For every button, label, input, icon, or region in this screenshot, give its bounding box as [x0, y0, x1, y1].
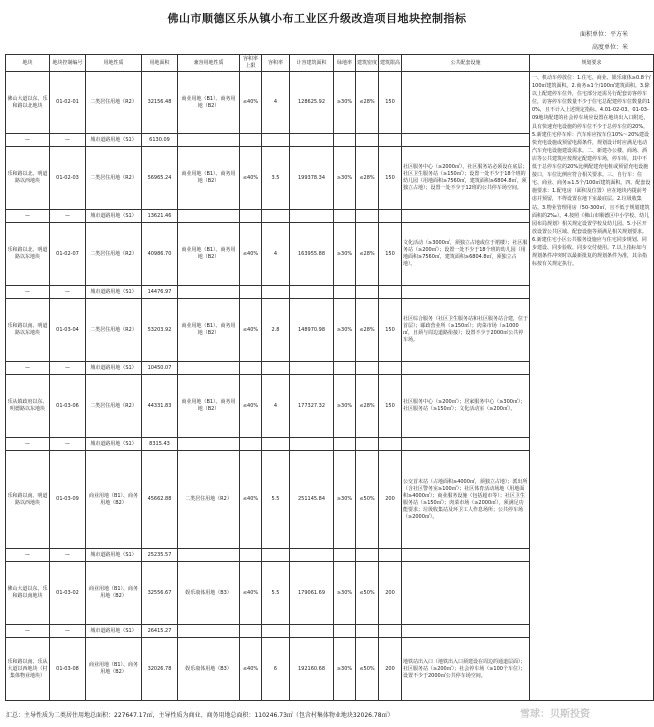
table-cell: 01-03-04 — [50, 299, 86, 362]
table-cell — [402, 362, 530, 375]
header-cell: 建筑密度 — [356, 55, 379, 72]
table-cell: 地铁站出入口（地铁出入口须建设在周边的通道层面）；社区服务站（≥200㎡）；社会停车场（≥100个车位）；设置不少于2000㎡公共停车场空间。 — [402, 638, 530, 701]
table-cell: 二类居住用地（R2） — [86, 223, 142, 286]
table-cell: 4 — [262, 72, 290, 134]
table-cell: — — [6, 210, 50, 223]
table-cell: 150 — [379, 375, 402, 438]
table-cell — [402, 134, 530, 147]
table-cell: 城市道路用地（S1） — [86, 625, 142, 638]
table-cell — [402, 72, 530, 134]
table-cell: 商业用地（B1）、商务用地（B2） — [178, 223, 240, 286]
area-unit-note: 面积单位：平方米 — [579, 31, 628, 38]
table-cell: ≤40% — [240, 562, 262, 625]
table-cell: 177327.32 — [290, 375, 334, 438]
table-cell — [379, 210, 402, 223]
table-cell: 乐从镇政府以东、明德路以东地块 — [6, 375, 50, 438]
table-cell — [290, 438, 334, 451]
table-cell: 城市道路用地（S1） — [86, 286, 142, 299]
table-cell: 8315.43 — [142, 438, 178, 451]
table-cell — [178, 134, 240, 147]
table-cell: — — [50, 134, 86, 147]
table-cell: 社区综合服务（社区卫生服务站和社区服务站合建，位于首层）；邮政营业所（≥150㎡）；肉菜市场（≥1000㎡，且须与周边道路衔接）；设置不少于2000㎡公共停车场。 — [402, 299, 530, 362]
table-cell — [290, 362, 334, 375]
table-cell: 251145.84 — [290, 451, 334, 549]
table-cell — [334, 362, 356, 375]
table-cell: ≥30% — [334, 147, 356, 210]
table-cell: 二类居住用地（R2） — [86, 72, 142, 134]
table-cell — [379, 134, 402, 147]
table-cell: 44331.83 — [142, 375, 178, 438]
table-cell: 148970.98 — [290, 299, 334, 362]
table-cell: ≤40% — [240, 72, 262, 134]
table-cell: 乐和路以北、明道路以东地块 — [6, 223, 50, 286]
table-cell: 娱乐康体用地（B3） — [178, 638, 240, 701]
table-cell: 01-02-07 — [50, 223, 86, 286]
table-cell: 5.5 — [262, 451, 290, 549]
table-cell: ≥30% — [334, 375, 356, 438]
table-cell: 乐和路以南、明道路以东地块 — [6, 299, 50, 362]
table-cell: ≤28% — [356, 299, 379, 362]
header-cell: 地块控制编号 — [50, 55, 86, 72]
table-cell — [402, 562, 530, 625]
table-cell: ≥30% — [334, 223, 356, 286]
table-cell: 199378.34 — [290, 147, 334, 210]
table-cell — [356, 362, 379, 375]
table-cell: 01-03-06 — [50, 375, 86, 438]
table-cell: 200 — [379, 638, 402, 701]
table-cell: 179061.69 — [290, 562, 334, 625]
table-cell: 6130.09 — [142, 134, 178, 147]
table-cell — [178, 549, 240, 562]
header-cell: 规划要求 — [530, 55, 654, 72]
table-cell: 3.5 — [262, 147, 290, 210]
table-cell — [334, 438, 356, 451]
table-cell: ≤28% — [356, 223, 379, 286]
table-cell — [262, 438, 290, 451]
table-cell — [379, 625, 402, 638]
table-cell: 商业用地（B1）、商务用地（B2） — [178, 375, 240, 438]
table-cell: 娱乐康体用地（B3） — [178, 562, 240, 625]
table-cell: — — [6, 549, 50, 562]
table-cell — [290, 134, 334, 147]
table-cell: 4 — [262, 223, 290, 286]
table-cell — [356, 549, 379, 562]
table-cell: 城市道路用地（S1） — [86, 210, 142, 223]
table-cell: 社区服务中心（≥2000㎡），社区服务站必须设在底层；社区卫生服务站（≥150㎡）；设置一处不少于18个班的幼儿园（用地面积≥7560㎡，建筑面积≥6804.8㎡，须独立占地）；设置一处不少于12班的公共停车场空间。 — [402, 147, 530, 210]
table-cell — [240, 286, 262, 299]
table-cell: ≤50% — [356, 638, 379, 701]
table-cell — [240, 362, 262, 375]
table-cell: 40986.70 — [142, 223, 178, 286]
table-cell: 二类居住用地（R2） — [86, 147, 142, 210]
table-cell — [240, 625, 262, 638]
table-cell — [379, 362, 402, 375]
table-cell: ≤40% — [240, 375, 262, 438]
table-cell: 二类居住用地（R2） — [86, 299, 142, 362]
table-cell: 乐和路以南、明道路以西地块 — [6, 451, 50, 549]
table-cell — [290, 210, 334, 223]
table-cell: 01-02-03 — [50, 147, 86, 210]
table-cell: 4 — [262, 375, 290, 438]
table-cell — [262, 625, 290, 638]
header-cell: 公共配套设施 — [402, 55, 530, 72]
table-cell — [240, 549, 262, 562]
table-cell: 城市道路用地（S1） — [86, 134, 142, 147]
table-cell: 200 — [379, 451, 402, 549]
table-cell — [402, 438, 530, 451]
table-cell: — — [50, 625, 86, 638]
table-cell: 163955.88 — [290, 223, 334, 286]
table-cell: 佛山大道以东、乐和路以北地块 — [6, 72, 50, 134]
table-cell: 26415.27 — [142, 625, 178, 638]
table-cell: ≤28% — [356, 375, 379, 438]
table-cell — [379, 286, 402, 299]
table-cell: ≤50% — [356, 562, 379, 625]
table-cell — [379, 438, 402, 451]
table-cell — [402, 286, 530, 299]
table-row — [6, 72, 654, 134]
table-cell: 商业用地（B1）、商务用地（B2） — [86, 562, 142, 625]
table-cell: ≤28% — [356, 147, 379, 210]
table-cell: 10450.07 — [142, 362, 178, 375]
table-cell: 商业用地（B1）、商务用地（B2） — [86, 638, 142, 701]
table-cell — [290, 286, 334, 299]
table-cell: ≤40% — [240, 147, 262, 210]
table-cell — [334, 286, 356, 299]
table-cell: — — [6, 134, 50, 147]
table-cell — [178, 362, 240, 375]
table-cell: ≤40% — [240, 638, 262, 701]
table-cell — [402, 210, 530, 223]
table-cell — [356, 625, 379, 638]
table-cell: 2.8 — [262, 299, 290, 362]
table-cell: 13621.46 — [142, 210, 178, 223]
header-cell: 绿地率 — [334, 55, 356, 72]
table-cell: 14476.97 — [142, 286, 178, 299]
table-cell — [240, 438, 262, 451]
table-cell: — — [50, 286, 86, 299]
table-cell: 佛山大道以东、乐和路以南地块 — [6, 562, 50, 625]
table-cell: ≥30% — [334, 562, 356, 625]
table-cell: — — [6, 362, 50, 375]
table-body — [6, 72, 654, 701]
header-cell: 计容建筑面积 — [290, 55, 334, 72]
table-cell: — — [50, 549, 86, 562]
table-cell — [262, 362, 290, 375]
planning-requirements-cell: 一、机动车停放位：1.住宅、商业、娱乐康体≥0.8个/100㎡建筑面积。2.商务≥1个/100㎡建筑面积。3.除以上配建停车位外，住宅部分还需另行配套访客停车位，访客停车位数量不少于住宅总配建停车位数量的10%，且不计入上述规定指标。4.01-02-03、01-03-09地块配建的社会停车场应设置在地块出入口附近，具有快速充电设施的停车位不少于总停车位的20%。5.新建住宅停车库：汽车库应按车位10%～20%建设快充电设施或预留电源条件，规划设计时应满足电动汽车充电设施建设需求。二、新建办公楼、商场、酒店等公共建筑应按规定配建停车场，停车库，其中不低于总停车位的20%比例配建充电桩或预留充电设施接口，车位比例应符合相关要求。三、自行车：住宅、商业、商务≥1.5个/100㎡建筑面积。四、配套设施要求：1.配电房（面积及位置）应在地块内提前考虑并预留，不得设置在地下室最底层。2.垃圾收集站。3.物业管理用房（50-300㎡，且不低于规划建筑面积的2‰）。4.按照《佛山市顺德区中小学校、幼儿园布局规划》相关规定设置学校及幼儿园。5.小区开放设置公共区域、配套设施等须满足相关规划要求。6.新建住宅小区公共服务设施应与住宅同步规划、同步建设、同步验收、同步交付使用。7.以上指标如与规划条件冲突时以最新批复的规划条件为准，其余指标按有关规定执行。 — [530, 72, 654, 701]
table-cell: 城市道路用地（S1） — [86, 549, 142, 562]
table-cell: 二类居住用地（R2） — [86, 375, 142, 438]
table-cell: 150 — [379, 223, 402, 286]
table-cell: 128625.92 — [290, 72, 334, 134]
table-cell: ≤50% — [356, 451, 379, 549]
table-cell: 25235.57 — [142, 549, 178, 562]
table-cell: ≥30% — [334, 638, 356, 701]
table-cell: 城市道路用地（S1） — [86, 438, 142, 451]
table-cell: ≤28% — [356, 72, 379, 134]
table-cell — [356, 134, 379, 147]
table-cell — [334, 210, 356, 223]
table-cell — [178, 210, 240, 223]
table-cell: 150 — [379, 72, 402, 134]
table-cell: 192160.68 — [290, 638, 334, 701]
table-cell: 乐和路以北、明道路以西地块 — [6, 147, 50, 210]
header-cell: 用地面积 — [142, 55, 178, 72]
table-cell: 01-03-09 — [50, 451, 86, 549]
table-cell: 公交首末站（占地面积≥4000㎡，须独立占地）；派出所（含社区警务室≥100㎡）；社区体育活动场地（用地面积≥4000㎡）；商业服务设施（包括超市等）；社区卫生服务站（≥150㎡）；肉菜市场（≥2000㎡），须满足功能要求；垃圾收集站及环卫工人作息场所；公共停车场（≥2000㎡）。 — [402, 451, 530, 549]
header-cell: 用地性质 — [86, 55, 142, 72]
table-cell: 32156.48 — [142, 72, 178, 134]
watermark: 雪球：贝斯投资 — [520, 709, 590, 720]
table-cell: 45662.88 — [142, 451, 178, 549]
table-cell — [262, 134, 290, 147]
table-cell: 32556.67 — [142, 562, 178, 625]
control-index-table — [5, 54, 654, 701]
table-cell — [290, 549, 334, 562]
table-cell: 文化活动（≥3000㎡，须独立占地或位于裙楼）；社区服务站（≥200㎡）；设置一处不少于18个班的幼儿园（用地面积≥7560㎡，建筑面积≥6804.8㎡，须独立占地）。 — [402, 223, 530, 286]
table-cell: 商业用地（B1）、商务用地（B2） — [178, 72, 240, 134]
table-cell: — — [6, 286, 50, 299]
header-cell: 建筑限高 — [379, 55, 402, 72]
table-cell: 二类居住用地（R2） — [178, 451, 240, 549]
table-cell — [178, 438, 240, 451]
table-cell: ≤40% — [240, 299, 262, 362]
table-cell: 6 — [262, 638, 290, 701]
table-cell: 150 — [379, 299, 402, 362]
table-cell: 城市道路用地（S1） — [86, 362, 142, 375]
table-cell: 社区服务中心（≥200㎡）；居家服务中心（≥300㎡）；社区服务站（≥150㎡）；文化活动室（≥200㎡）。 — [402, 375, 530, 438]
table-cell — [240, 134, 262, 147]
header-cell: 容积率 — [262, 55, 290, 72]
table-cell: — — [6, 438, 50, 451]
table-cell — [178, 286, 240, 299]
table-cell — [262, 549, 290, 562]
header-cell: 容积率上限 — [240, 55, 262, 72]
table-cell — [334, 625, 356, 638]
summary-footer: 汇总：主导性质为二类居住用地总面积：227647.17㎡，主导性质为商业、商务用地总面积：110246.73㎡（包含村集体物业地块32026.78㎡） — [6, 712, 394, 719]
table-cell — [290, 625, 334, 638]
table-cell: 56965.24 — [142, 147, 178, 210]
table-cell: 5.5 — [262, 562, 290, 625]
table-cell — [402, 549, 530, 562]
table-cell — [379, 549, 402, 562]
table-cell: — — [50, 362, 86, 375]
table-cell — [356, 286, 379, 299]
table-cell: ≤40% — [240, 451, 262, 549]
table-cell: 商业用地（B1）、商务用地（B2） — [178, 299, 240, 362]
table-cell: — — [50, 438, 86, 451]
table-cell: ≥30% — [334, 299, 356, 362]
table-cell: 53203.92 — [142, 299, 178, 362]
table-cell — [356, 210, 379, 223]
table-cell — [178, 625, 240, 638]
table-cell: 200 — [379, 562, 402, 625]
table-cell: 150 — [379, 147, 402, 210]
height-unit-note: 高度单位：米 — [591, 44, 628, 51]
table-cell: — — [50, 210, 86, 223]
table-cell: 商业用地（B1）、商务用地（B2） — [178, 147, 240, 210]
table-cell: 32026.78 — [142, 638, 178, 701]
table-cell — [262, 286, 290, 299]
table-cell: 01-03-02 — [50, 562, 86, 625]
table-header-row — [6, 55, 654, 72]
table-cell — [262, 210, 290, 223]
document-title: 佛山市顺德区乐从镇小布工业区升级改造项目地块控制指标 — [167, 12, 467, 25]
table-cell: ≥30% — [334, 72, 356, 134]
table-cell: ≤40% — [240, 223, 262, 286]
table-cell — [334, 549, 356, 562]
table-cell: 01-02-01 — [50, 72, 86, 134]
table-cell: — — [6, 625, 50, 638]
table-cell: ≥30% — [334, 451, 356, 549]
table-cell: 商业用地（B1）、商务用地（B2） — [86, 451, 142, 549]
header-cell: 兼容用地性质 — [178, 55, 240, 72]
table-cell: 01-03-08 — [50, 638, 86, 701]
table-cell — [356, 438, 379, 451]
header-cell: 地块 — [6, 55, 50, 72]
table-cell — [240, 210, 262, 223]
table-cell — [334, 134, 356, 147]
table-cell: 乐和路以南、乐从大道以西地块（村集体物业地块） — [6, 638, 50, 701]
table-cell — [402, 625, 530, 638]
